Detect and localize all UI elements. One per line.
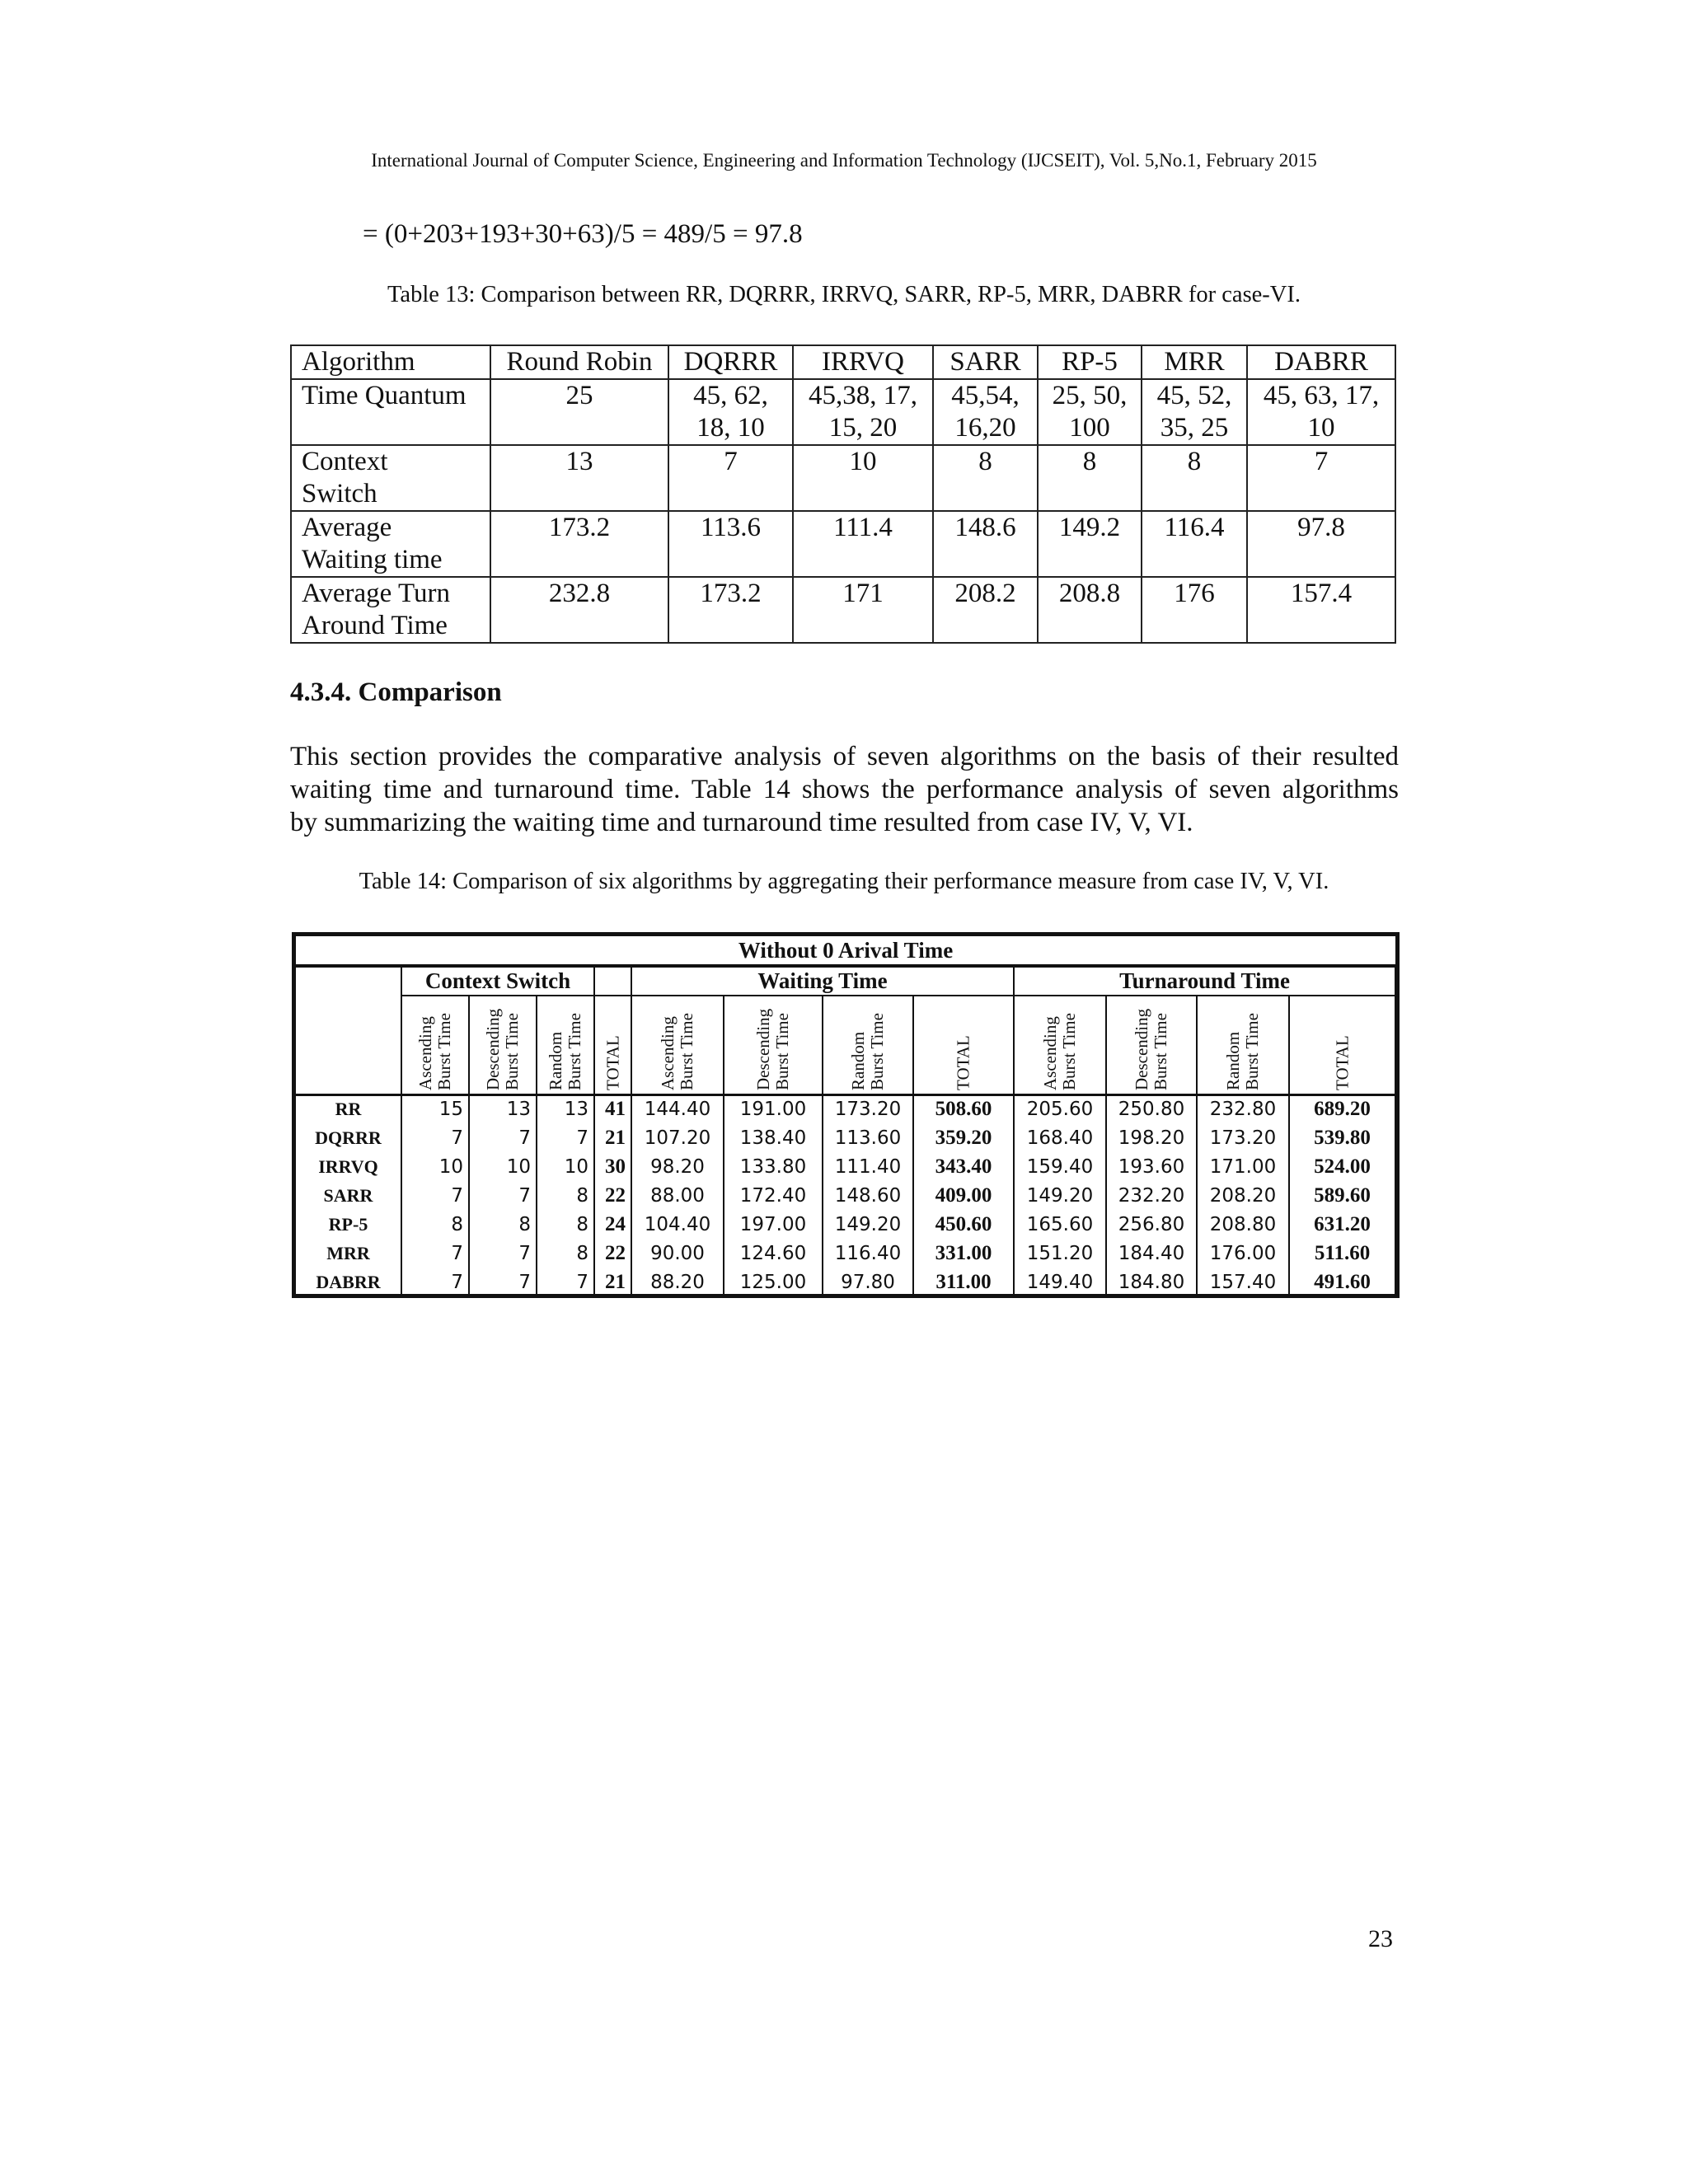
cell-line: Average Turn	[302, 579, 450, 608]
table14-cell: 159.40	[1014, 1152, 1106, 1181]
cell-line: Time Quantum	[302, 381, 467, 410]
table14-subheader	[631, 996, 724, 1094]
table14-cell: 13	[537, 1094, 594, 1123]
table14-cell: 149.40	[1014, 1268, 1106, 1296]
table14-cell: 116.40	[823, 1239, 913, 1268]
table14-cell: 24	[594, 1210, 631, 1239]
label-line: Ascending	[658, 1015, 678, 1090]
table14-title-row	[296, 936, 1395, 966]
label-line: Burst Time	[1242, 1012, 1262, 1090]
table14-cell: 208.20	[1197, 1181, 1289, 1210]
table14-row-label: DQRRR	[296, 1123, 401, 1152]
cell-line: Average	[302, 513, 392, 542]
table14-subheader	[913, 996, 1014, 1094]
label-line: Burst Time	[1059, 1012, 1079, 1090]
table14-cell: 8	[469, 1210, 537, 1239]
table14-cell: 250.80	[1106, 1094, 1197, 1123]
table13-cell	[793, 577, 933, 643]
table14-subheader	[1106, 996, 1197, 1094]
cell-line: 208.8	[1058, 579, 1121, 608]
table13-row-label	[291, 379, 490, 445]
table14-cell: 165.60	[1014, 1210, 1106, 1239]
label-line: TOTAL	[1332, 1034, 1353, 1090]
table13-cell	[1142, 445, 1247, 511]
table13-row-label	[291, 511, 490, 577]
table13-header-cell: Algorithm	[291, 345, 490, 379]
table14-cell: 191.00	[724, 1094, 823, 1123]
table14-cell: 8	[537, 1210, 594, 1239]
table14-row-label: SARR	[296, 1181, 401, 1210]
table13	[290, 344, 1396, 644]
table14-cell: 88.20	[631, 1268, 724, 1296]
table13-cell	[1142, 379, 1247, 445]
cell-line: Around Time	[302, 611, 448, 640]
table13-cell	[668, 577, 793, 643]
table14-cell: 144.40	[631, 1094, 724, 1123]
rotated-label	[484, 1000, 522, 1090]
table14-cell: 30	[594, 1152, 631, 1181]
cell-line: 15, 20	[828, 413, 898, 443]
table13-cell	[1247, 379, 1395, 445]
table14-subheader	[537, 996, 594, 1094]
cell-line: 173.2	[548, 513, 611, 542]
table13-cell	[933, 379, 1038, 445]
table13-cell	[793, 445, 933, 511]
cell-line: 13	[565, 447, 593, 476]
table14-row	[296, 1239, 1395, 1268]
label-line: Burst Time	[677, 1012, 696, 1090]
rotated-label	[416, 1000, 454, 1090]
table13-cell	[933, 577, 1038, 643]
cell-line: 8	[1082, 447, 1097, 476]
label-line: Burst Time	[565, 1012, 584, 1090]
table14-subheader	[724, 996, 823, 1094]
cell-line: 10	[1307, 413, 1335, 443]
table14-cell: 41	[594, 1094, 631, 1123]
page-number: 23	[1368, 1925, 1393, 1952]
cell-line: 176	[1174, 579, 1215, 608]
cell-line: 232.8	[548, 579, 611, 608]
cell-line: 25	[565, 381, 593, 410]
label-line: Burst Time	[434, 1012, 454, 1090]
cell-line: Waiting time	[302, 545, 443, 574]
cell-line: 45, 52,	[1156, 381, 1232, 410]
table13-header-cell: RP-5	[1038, 345, 1142, 379]
table14-cell: 198.20	[1106, 1123, 1197, 1152]
table13-cell	[490, 445, 668, 511]
table13-cell	[490, 379, 668, 445]
table14-cell: 7	[469, 1268, 537, 1296]
table14-cell: 343.40	[913, 1152, 1014, 1181]
table14-cell: 176.00	[1197, 1239, 1289, 1268]
table14-cell: 7	[537, 1268, 594, 1296]
table14-subheader	[594, 996, 631, 1094]
table14-cell: 157.40	[1197, 1268, 1289, 1296]
cell-line: 8	[1187, 447, 1202, 476]
table14-cell: 8	[537, 1239, 594, 1268]
cell-line: Switch	[302, 479, 377, 509]
table14-cell: 205.60	[1014, 1094, 1106, 1123]
table14-cell: 7	[537, 1123, 594, 1152]
table13-cell	[1247, 445, 1395, 511]
table14-cell: 21	[594, 1268, 631, 1296]
cell-line: 7	[724, 447, 738, 476]
table14-row	[296, 1123, 1395, 1152]
table14-cell: 10	[401, 1152, 469, 1181]
table14-cell: 10	[469, 1152, 537, 1181]
table14-cell: 256.80	[1106, 1210, 1197, 1239]
table13-cell	[1247, 577, 1395, 643]
table14-cell: 8	[401, 1210, 469, 1239]
formula-line: = (0+203+193+30+63)/5 = 489/5 = 97.8	[363, 219, 803, 249]
table13-caption: Table 13: Comparison between RR, DQRRR, IRRVQ, SARR, RP-5, MRR, DABRR for case-VI.	[387, 282, 1301, 307]
table13-cell	[668, 511, 793, 577]
table14-cell: 508.60	[913, 1094, 1014, 1123]
cell-line: 45,38, 17,	[809, 381, 917, 410]
table14-image	[292, 932, 1400, 1298]
table14-cell: 111.40	[823, 1152, 913, 1181]
cell-line: 35, 25	[1160, 413, 1229, 443]
table14-group-header: Context Switch	[401, 966, 594, 996]
label-line: TOTAL	[953, 1034, 973, 1090]
table14-cell: 184.40	[1106, 1239, 1197, 1268]
table14-cell: 208.80	[1197, 1210, 1289, 1239]
cell-line: 97.8	[1297, 513, 1345, 542]
cell-line: 8	[978, 447, 992, 476]
table14-subheader	[401, 996, 469, 1094]
table14-cell: 113.60	[823, 1123, 913, 1152]
cell-line: Context	[302, 447, 388, 476]
table14-subheader-row	[296, 996, 1395, 1094]
table13-row	[291, 577, 1395, 643]
table14-cell: 359.20	[913, 1123, 1014, 1152]
table13-row-label	[291, 445, 490, 511]
table14-caption: Table 14: Comparison of six algorithms by aggregating their performance measure from case IV, V, VI.	[359, 869, 1329, 894]
table14-cell: 7	[469, 1181, 537, 1210]
label-line: Burst Time	[1151, 1012, 1170, 1090]
table14-cell: 22	[594, 1181, 631, 1210]
table14-cell: 98.20	[631, 1152, 724, 1181]
table14-cell: 331.00	[913, 1239, 1014, 1268]
rotated-label	[849, 1000, 887, 1090]
paragraph-line: by summarizing the waiting time and turnaround time resulted from case IV, V, VI.	[290, 808, 1193, 837]
cell-line: 100	[1069, 413, 1110, 443]
cell-line: 208.2	[954, 579, 1016, 608]
paragraph-line: This section provides the comparative analysis of seven algorithms on the basis of their resulted	[290, 742, 1399, 771]
table14-cell: 125.00	[724, 1268, 823, 1296]
table14-cell: 168.40	[1014, 1123, 1106, 1152]
table14-group-blank	[594, 966, 631, 996]
table14-cell: 7	[401, 1268, 469, 1296]
table14-cell: 15	[401, 1094, 469, 1123]
table14-row	[296, 1268, 1395, 1296]
cell-line: 173.2	[700, 579, 762, 608]
table13-cell	[1038, 445, 1142, 511]
label-line: Random	[1223, 1031, 1243, 1090]
table14-cell: 90.00	[631, 1239, 724, 1268]
table13-header-cell: DQRRR	[668, 345, 793, 379]
table14-group-header: Turnaround Time	[1014, 966, 1395, 996]
label-line: Descending	[753, 1008, 773, 1090]
label-line: Ascending	[1040, 1015, 1060, 1090]
rotated-label	[1333, 1000, 1352, 1090]
table14-cell: 589.60	[1289, 1181, 1395, 1210]
rotated-label	[1132, 1000, 1170, 1090]
table14-group-header: Waiting Time	[631, 966, 1014, 996]
table14-cell: 450.60	[913, 1210, 1014, 1239]
table14-cell: 172.40	[724, 1181, 823, 1210]
table13-header-row	[291, 345, 1395, 379]
body-paragraph	[290, 740, 1399, 839]
table14-cell: 7	[401, 1239, 469, 1268]
table14-cell: 124.60	[724, 1239, 823, 1268]
table14-cell: 511.60	[1289, 1239, 1395, 1268]
table14-cell: 193.60	[1106, 1152, 1197, 1181]
cell-line: 45, 62,	[693, 381, 768, 410]
table14-row-label: DABRR	[296, 1268, 401, 1296]
table14-cell: 631.20	[1289, 1210, 1395, 1239]
table14-cell: 7	[401, 1181, 469, 1210]
table14-corner-cell	[296, 966, 401, 1094]
table14-cell: 138.40	[724, 1123, 823, 1152]
table13-header-cell: DABRR	[1247, 345, 1395, 379]
table14-cell: 7	[469, 1239, 537, 1268]
table14-cell: 7	[401, 1123, 469, 1152]
table14-cell: 10	[537, 1152, 594, 1181]
table14-cell: 151.20	[1014, 1239, 1106, 1268]
cell-line: 18, 10	[696, 413, 765, 443]
rotated-label	[1224, 1000, 1262, 1090]
table14-cell: 171.00	[1197, 1152, 1289, 1181]
table13-cell	[668, 379, 793, 445]
table13-cell	[490, 577, 668, 643]
table13-cell	[793, 379, 933, 445]
table14-cell: 21	[594, 1123, 631, 1152]
cell-line: 171	[842, 579, 884, 608]
table14	[296, 936, 1396, 1296]
label-line: Burst Time	[772, 1012, 792, 1090]
journal-header: International Journal of Computer Science, Engineering and Information Technology (IJCSEIT), Vol. 5,No.1, February 2015	[371, 150, 1317, 171]
table14-cell: 7	[469, 1123, 537, 1152]
cell-line: 45, 63, 17,	[1263, 381, 1380, 410]
table14-row-label: RR	[296, 1094, 401, 1123]
table14-cell: 409.00	[913, 1181, 1014, 1210]
table13-header-cell: MRR	[1142, 345, 1247, 379]
table13-header-cell: Round Robin	[490, 345, 668, 379]
table14-cell: 184.80	[1106, 1268, 1197, 1296]
table14-cell: 13	[469, 1094, 537, 1123]
table13-cell	[1142, 511, 1247, 577]
table14-cell: 104.40	[631, 1210, 724, 1239]
table13-cell	[1247, 511, 1395, 577]
table13-header-cell: IRRVQ	[793, 345, 933, 379]
table13-row	[291, 445, 1395, 511]
table14-subheader	[1197, 996, 1289, 1094]
rotated-label	[659, 1000, 696, 1090]
table14-row	[296, 1152, 1395, 1181]
label-line: Burst Time	[867, 1012, 887, 1090]
table13-cell	[490, 511, 668, 577]
table14-cell: 197.00	[724, 1210, 823, 1239]
table14-subheader	[469, 996, 537, 1094]
table14-cell: 539.80	[1289, 1123, 1395, 1152]
rotated-label	[603, 1000, 622, 1090]
label-line: Ascending	[415, 1015, 435, 1090]
table13-cell	[1142, 577, 1247, 643]
table14-cell: 232.80	[1197, 1094, 1289, 1123]
table14-cell: 173.20	[823, 1094, 913, 1123]
cell-line: 113.6	[700, 513, 762, 542]
table13-cell	[793, 511, 933, 577]
label-line: Descending	[1132, 1008, 1151, 1090]
table13-cell	[933, 511, 1038, 577]
paragraph-line: waiting time and turnaround time. Table 14 shows the performance analysis of seven algorithms	[290, 775, 1399, 804]
label-line: Burst Time	[502, 1012, 522, 1090]
table14-cell: 149.20	[1014, 1181, 1106, 1210]
cell-line: 25, 50,	[1052, 381, 1128, 410]
table14-cell: 133.80	[724, 1152, 823, 1181]
table13-cell	[1038, 511, 1142, 577]
table14-row	[296, 1094, 1395, 1123]
table14-row	[296, 1210, 1395, 1239]
table13-cell	[1038, 577, 1142, 643]
rotated-label	[546, 1000, 584, 1090]
table13-row	[291, 511, 1395, 577]
cell-line: 148.6	[954, 513, 1016, 542]
table14-row-label: MRR	[296, 1239, 401, 1268]
table14-cell: 524.00	[1289, 1152, 1395, 1181]
label-line: Descending	[483, 1008, 503, 1090]
table14-title: Without 0 Arival Time	[296, 936, 1395, 966]
label-line: Random	[848, 1031, 868, 1090]
cell-line: 7	[1314, 447, 1329, 476]
cell-line: 111.4	[833, 513, 893, 542]
table14-row-label: IRRVQ	[296, 1152, 401, 1181]
table13-cell	[933, 445, 1038, 511]
rotated-label	[754, 1000, 792, 1090]
table14-group-row	[296, 966, 1395, 996]
table14-cell: 173.20	[1197, 1123, 1289, 1152]
table13-cell	[1038, 379, 1142, 445]
cell-line: 157.4	[1290, 579, 1353, 608]
cell-line: 149.2	[1058, 513, 1121, 542]
table14-subheader	[1289, 996, 1395, 1094]
table14-cell: 232.20	[1106, 1181, 1197, 1210]
label-line: TOTAL	[603, 1034, 622, 1090]
rotated-label	[1041, 1000, 1079, 1090]
table13-header-cell: SARR	[933, 345, 1038, 379]
table14-cell: 149.20	[823, 1210, 913, 1239]
cell-line: 116.4	[1164, 513, 1225, 542]
table14-subheader	[823, 996, 913, 1094]
table14-cell: 22	[594, 1239, 631, 1268]
table13-cell	[668, 445, 793, 511]
table14-cell: 491.60	[1289, 1268, 1395, 1296]
cell-line: 16,20	[954, 413, 1016, 443]
table14-cell: 107.20	[631, 1123, 724, 1152]
cell-line: 10	[849, 447, 877, 476]
table14-subheader	[1014, 996, 1106, 1094]
table13-row	[291, 379, 1395, 445]
rotated-label	[954, 1000, 973, 1090]
table14-cell: 97.80	[823, 1268, 913, 1296]
label-line: Random	[546, 1031, 565, 1090]
table14-cell: 311.00	[913, 1268, 1014, 1296]
table13-row-label	[291, 577, 490, 643]
table14-cell: 148.60	[823, 1181, 913, 1210]
table14-cell: 8	[537, 1181, 594, 1210]
table14-cell: 689.20	[1289, 1094, 1395, 1123]
section-heading: 4.3.4. Comparison	[290, 677, 502, 707]
table14-cell: 88.00	[631, 1181, 724, 1210]
cell-line: 45,54,	[951, 381, 1020, 410]
table14-row-label: RP-5	[296, 1210, 401, 1239]
table14-row	[296, 1181, 1395, 1210]
